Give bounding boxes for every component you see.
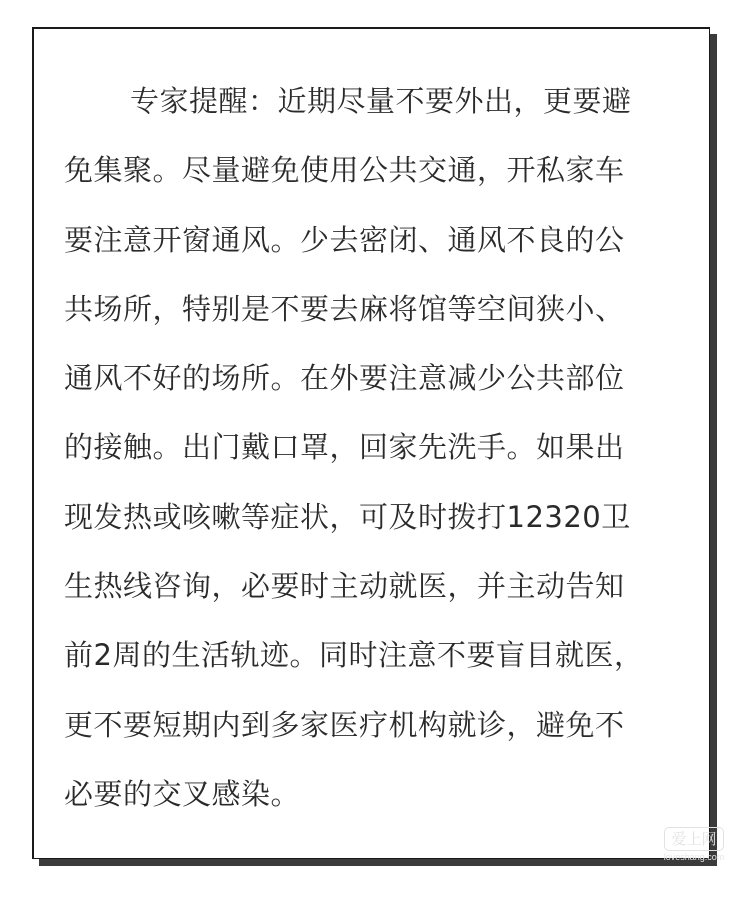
text-line: 现发热或咳嗽等症状，可及时拨打12320卫 <box>64 499 631 534</box>
text-line: 通风不好的场所。在外要注意减少公共部位 <box>64 361 625 396</box>
watermark-logo-text: 爱上网 <box>664 827 723 851</box>
text-line: 生热线咨询，必要时主动就医，并主动告知 <box>64 569 625 604</box>
text-line: 专家提醒：近期尽量不要外出，更要避 <box>130 84 632 118</box>
text-line: 的接触。出门戴口罩，回家先洗手。如果出 <box>64 430 625 465</box>
text-line: 免集聚。尽量避免使用公共交通，开私家车 <box>64 153 625 188</box>
text-line: 更不要短期内到多家医疗机构就诊，避免不 <box>64 707 625 742</box>
notice-text <box>64 67 664 829</box>
notice-card <box>32 27 710 859</box>
text-line: 必要的交叉感染。 <box>64 776 301 811</box>
watermark-domain: loveshang.com <box>663 852 725 862</box>
text-line: 共场所，特别是不要去麻将馆等空间狭小、 <box>64 291 625 326</box>
text-line: 要注意开窗通风。少去密闭、通风不良的公 <box>64 222 625 257</box>
text-line: 前2周的生活轨迹。同时注意不要盲目就医， <box>64 638 644 673</box>
